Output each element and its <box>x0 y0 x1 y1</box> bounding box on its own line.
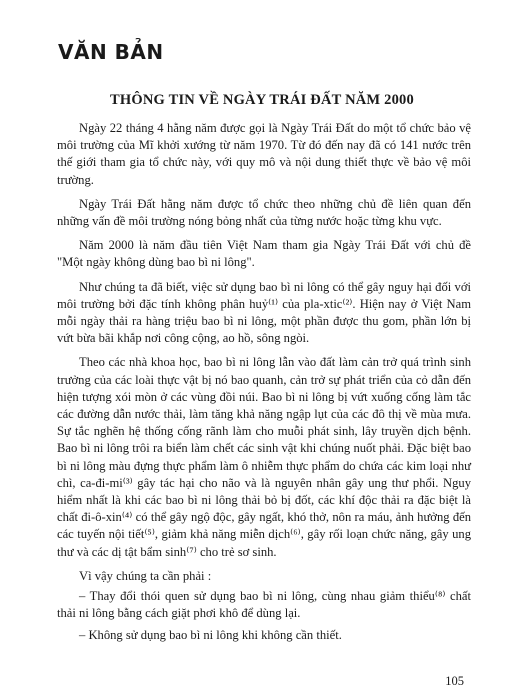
list-item-avoid-plastic: – Không sử dụng bao bì ni lông khi không cần thiết. <box>79 628 342 643</box>
paragraph-we-must: Vì vậy chúng ta cần phải : <box>79 568 212 583</box>
page-number: 105 <box>445 674 464 688</box>
paragraph-annual-themes: Ngày Trái Đất hằng năm được tổ chức theo những chủ đề liên quan đến những vấn đề môi trường nóng bỏng nhất của từng nước hoặc từng khu vực. <box>57 196 471 229</box>
document-title: THÔNG TIN VỀ NGÀY TRÁI ĐẤT NĂM 2000 <box>110 92 414 108</box>
paragraph-vietnam-2000: Năm 2000 là năm đầu tiên Việt Nam tham gia Ngày Trái Đất với chủ đề "Một ngày không dùng bao bì ni lông". <box>57 238 471 270</box>
paragraph-scientific-effects: Theo các nhà khoa học, bao bì ni lông lẫn vào đất làm cản trở quá trình sinh trưởng của các loài thực vật bị nó bao quanh, cản trở sự phát triển của cỏ dẫn đến hiện tượng xói mòn ở các vùng đồi núi. Bao bì ni lông bị vứt xuống cống làm tắc các đường dẫn nước thải, làm tăng khả năng ngập lụt của các đô thị về mùa mưa. Sự tắc nghẽn hệ thống cống rãnh làm cho muỗi phát sinh, lây truyền dịch bệnh. Bao bì ni lông trôi ra biển làm chết các sinh vật khi chúng nuốt phải. Đặc biệt bao bì ni lông màu đựng thực phẩm làm ô nhiễm thực phẩm do chứa các kim loại như chì, ca-đi-mi⁽³⁾ gây tác hại cho não và là nguyên nhân gây ung thư phổi. Nguy hiểm nhất là khi các bao bì ni lông thải bỏ bị đốt, các khí độc thải ra đặc biệt là chất đi-ô-xin⁽⁴⁾ có thể gây ngộ độc, gây ngất, khó thở, nôn ra máu, ảnh hưởng đến các tuyến nội tiết⁽⁵⁾, giảm khả năng miễn dịch⁽⁶⁾, gây rối loạn chức năng, gây ung thư và các dị tật bẩm sinh⁽⁷⁾ cho trẻ sơ sinh. <box>57 355 471 559</box>
paragraph-earth-day-origin: Ngày 22 tháng 4 hằng năm được gọi là Ngày Trái Đất do một tổ chức bảo vệ môi trường của Mĩ khởi xướng từ năm 1970. Từ đó đến nay đã có 141 nước trên thế giới tham gia tổ chức này, với quy mô và nội dung thiết thực về bảo vệ môi trường. <box>57 121 471 187</box>
paragraph-plastic-harm: Như chúng ta đã biết, việc sử dụng bao bì ni lông có thể gây nguy hại đối với môi trường bởi đặc tính không phân huỷ⁽¹⁾ của pla-xtic⁽²⁾. Hiện nay ở Việt Nam mỗi ngày thải ra hàng triệu bao bì ni lông, một phần được thu gom, phần lớn bị vứt bừa bãi khắp nơi công cộng, ao hồ, sông ngòi. <box>57 279 471 346</box>
list-item-change-habits: – Thay đổi thói quen sử dụng bao bì ni lông, cùng nhau giảm thiểu⁽⁸⁾ chất thải ni lông bằng cách giặt phơi khô để dùng lại. <box>57 589 471 621</box>
section-heading: VĂN BẢN <box>58 40 164 64</box>
body-text <box>57 120 471 650</box>
